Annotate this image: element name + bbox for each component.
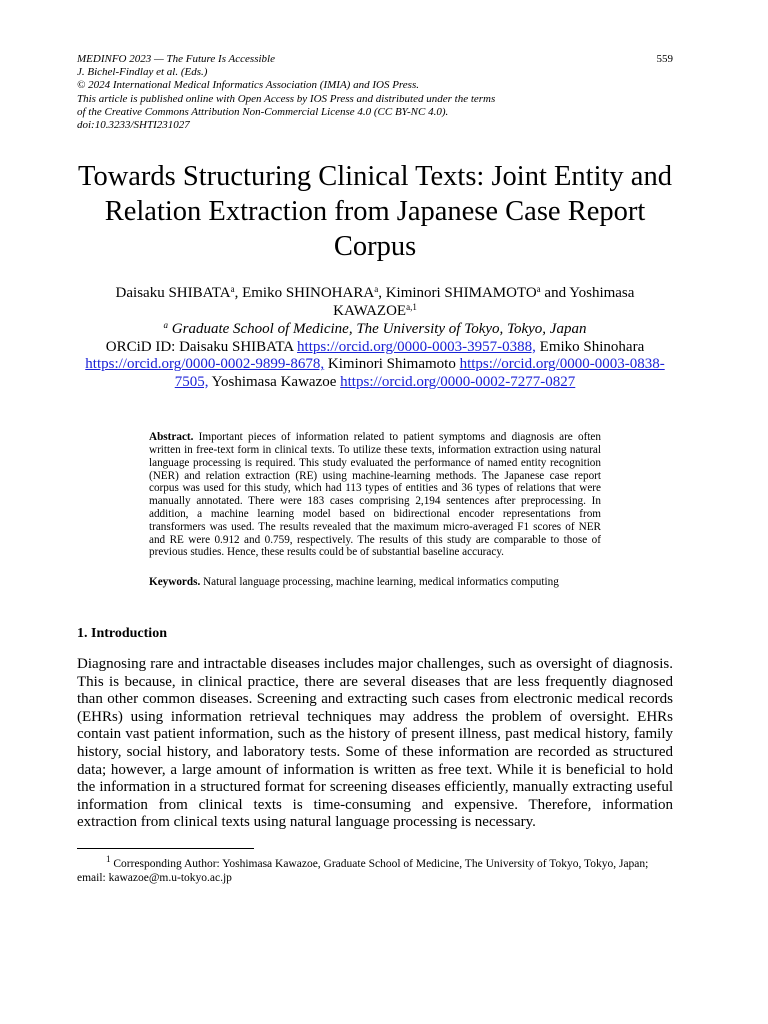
orcid-intro: ORCiD ID: Daisaku SHIBATA — [105, 338, 298, 355]
keywords-label: Keywords. — [149, 576, 201, 589]
orcid-link-shinohara[interactable]: https://orcid.org/0000-0002-9899-8678, — [85, 356, 325, 373]
orcid-link-shimamoto[interactable]: https://orcid.org/0000-0003-0838-7505, — [174, 356, 665, 390]
author-name: , Kiminori SHIMAMOTO — [378, 285, 537, 302]
footnote-rule — [77, 848, 254, 849]
section-heading: 1. Introduction — [77, 625, 167, 641]
author-name: Daisaku SHIBATA — [115, 285, 231, 302]
abstract — [149, 431, 601, 559]
affiliation — [77, 321, 673, 339]
keywords — [149, 576, 601, 589]
author-affil-mark: a — [374, 284, 379, 295]
footnote-text: Corresponding Author: Yoshimasa Kawazoe, Graduate School of Medicine, The University of Tokyo, Tokyo, Japan; email: kawazoe@m.u-tokyo.ac.jp — [77, 857, 649, 884]
orcid-name: Kiminori Shimamoto — [324, 356, 460, 373]
orcid-name: Yoshimasa Kawazoe — [208, 373, 341, 390]
author-name: and Yoshimasa KAWAZOE — [333, 285, 635, 319]
header-conference: MEDINFO 2023 — The Future Is Accessible — [77, 53, 275, 65]
affiliation-text: Graduate School of Medicine, The University of Tokyo, Tokyo, Japan — [171, 321, 587, 338]
keywords-text: Natural language processing, machine learning, medical informatics computing — [200, 576, 559, 589]
author-affil-mark: a — [536, 284, 541, 295]
affiliation-mark: a — [163, 320, 169, 331]
header-copyright: © 2024 International Medical Informatics Association (IMIA) and IOS Press. — [77, 79, 419, 92]
footnote — [77, 853, 673, 885]
author-affil-mark: a,1 — [406, 301, 417, 312]
header-editors: J. Bichel-Findlay et al. (Eds.) — [77, 66, 208, 79]
paper-title: Towards Structuring Clinical Texts: Joint Entity and Relation Extraction from Japanese Case Report Corpus — [78, 161, 672, 263]
body-paragraph: Diagnosing rare and intractable diseases includes major challenges, such as oversight of diagnosis. This is because, in clinical practice, there are several diseases that are less frequently diagnosed than other common diseases. Screening and extracting such cases from electronic medical records (EHRs) using information retrieval techniques may address the problem of oversight. EHRs contain vast patient information, such as the history of present illness, past medical history, family history, social history, and laboratory tests. Some of these information are recorded as structured data; however, a large amount of information is written as free text. While it is beneficial to hold the information in a structured format for screening diseases efficiently, manually extracting useful information from clinical texts is time-consuming and expensive. Therefore, information extraction from clinical texts using natural language processing is necessary. — [77, 655, 673, 831]
orcid-link-shibata[interactable]: https://orcid.org/0000-0003-3957-0388, — [297, 338, 536, 355]
header-doi: doi:10.3233/SHTI231027 — [77, 119, 190, 132]
orcid-link-kawazoe[interactable]: https://orcid.org/0000-0002-7277-0827 — [340, 373, 576, 390]
orcid-block — [77, 339, 673, 392]
author-name: , Emiko SHINOHARA — [234, 285, 375, 302]
paper-page — [77, 53, 673, 885]
page-number: 559 — [656, 53, 673, 65]
author-affil-mark: a — [230, 284, 235, 295]
header-license-1: This article is published online with Open Access by IOS Press and distributed under the terms — [77, 92, 496, 105]
abstract-text: Important pieces of information related to patient symptoms and diagnosis are often written in free-text form in clinical texts. To utilize these texts, information extraction using natural language processing is required. This study evaluated the performance of named entity recognition (NER) and relation extraction (RE) using machine-learning methods. The Japanese case report corpus was used for this study, which had 113 types of entities and 36 types of relations that were manually annotated. There were 183 cases comprising 2,194 sentences after preprocessing. In addition, a machine learning model based on bidirectional encoder representations from transformers was used. The results revealed that the maximum micro-averaged F1 scores of NER and RE were 0.912 and 0.759, respectively. The results of this study are comparable to those of previous studies. Hence, these results could be of substantial baseline accuracy. — [149, 431, 601, 559]
orcid-name: Emiko Shinohara — [535, 338, 645, 355]
author-list — [77, 285, 673, 320]
header-license-2: of the Creative Commons Attribution Non-Commercial License 4.0 (CC BY-NC 4.0). — [77, 105, 449, 118]
running-header — [77, 53, 673, 132]
abstract-label: Abstract. — [149, 431, 194, 444]
footnote-mark: 1 — [106, 853, 111, 864]
